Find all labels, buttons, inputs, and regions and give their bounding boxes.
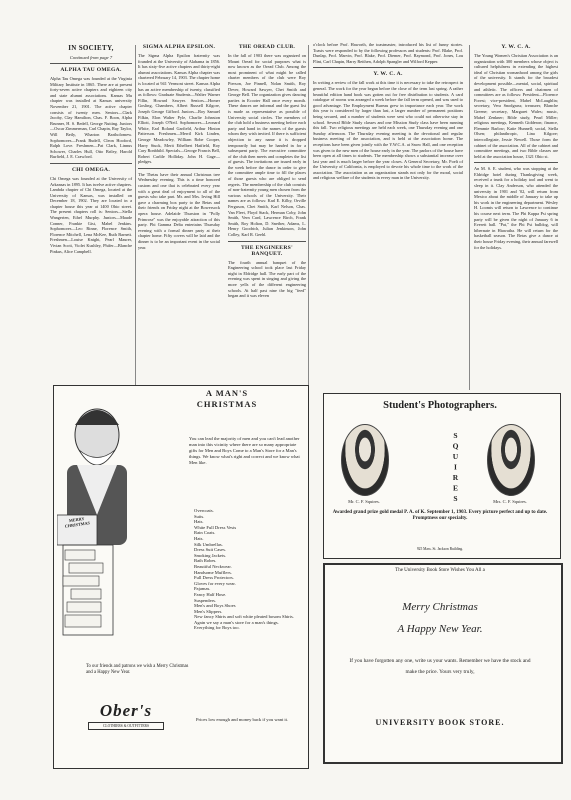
santa-sign: MERRY CHRISTMAS: [64, 515, 91, 529]
portrait-mr-squires: [341, 424, 389, 496]
continued-note: Continued from page 7: [69, 55, 113, 60]
gift-list: [194, 508, 304, 631]
gift-item: Beautiful Neckwear.: [194, 563, 232, 569]
gift-item: Suits.: [194, 513, 205, 519]
section-body: An M. S. E. student, who was stopping at the Eldridge hotel during Thanksgiving week, received a trunk for a holiday tool and went to sleep in it. Clay Anderson, who attended the university in 1901 and '02, will return from Mexico about the middle of January to take up his work in the engineering department. Wesley H. Loomis will return to Lawrence to continue his course next term. The Phi Kappa Psi spring party will be given the night of January 6 in Everett hall. "Pat," the Phi Psi bulldog, will hibernate in Hiawatha. He will return for the basketball season. The Betas give a dance at their house Friday evening, their annual farewell for the holidays.: [474, 166, 558, 250]
sae-column: [138, 42, 220, 253]
gift-item: Hats.: [194, 519, 204, 525]
section-body: The Sigma Alpha Epsilon fraternity was founded at the University of Alabama in 1856. It has sixty-five active chapters and thirty-eight alumni associations. Kansas Alpha chapter was chartered February 14, 1903. The chapter home is located at 941 Vermont street. Kansas Alpha has an active membership of twenty, classified as follows: Graduate Students—Walter Warner Fillin, Howard Sawyer. Seniors—Homer Gosling, Chambers, Albert Russell Kilgore, Joseph George Gifford. Juniors—Roy Samuel Filkin, Elon Walter Pyle, Charlie Johnston Elliott, Joseph O'Neil. Sophomores—Leonard White, Earl Roland Garfield, Arthur Hinton Patterson. Freshmen—Merril Kirk Linden, George Meadowley, William Robe Cooper, Harry Stuck, Merit Ethelbert Hatfield, Roy Cary Ronbhild. Specials—George Francis Bell, Robert Carlile Holliday. John H. Gage—pledges.: [138, 53, 220, 165]
society-heading: IN SOCIETY,: [68, 44, 114, 52]
section-body: Chi Omega was founded at the University of Arkansas in 1895. It has twelve active chapters. Lambda chapter of Chi Omega, located at the University of Kansas, was installed on December 18, 1902. They are located in a chapter house this year at 1400 Ohio street. The present chapters roll is: Seniors—Stella Wangerien, Ethel Murphy. Juniors—Maude Conner, Frankie Gist, Mabel Jenkins. Sophomores—Leo Rinne, Florence Smith, Florence Mitchell, Lena McKee, Ruth Barnett. Freshmen—Louise Knight, Pearl Maurer, Vivian Scott, Violet Kushley, Phifer—Blanche Pinkus, Alice Campbell.: [50, 175, 132, 254]
section-body: The Thetas have their annual Christmas tree Wednesday evening. This is a time honored custom and one that is celebrated every year with a great deal of enjoyment to all of the guests who take part. Mr. and Mrs. Irving Hill gave a charming box party to the Betas and their friends on Friday night at the Bowersock opera house. Adelaide Thurston in "Polly Primrose" was the enjoyable attraction of this party. Phi Gamma Delta entertains Thursday evening with a formal dinner party at their chapter home. Fifty covers will be laid and the dinner is to be an important event in the social year.: [138, 171, 220, 250]
bookstore-name: UNIVERSITY BOOK STORE.: [375, 718, 505, 727]
mens-christmas-intro: You can lead the majority of men and you can't lead another man into this vicinity where there are so many appropriate gifts for Men and Boys Come to a Man's Store for a Man's things. We know what's right and correct and we know what Men like.: [189, 436, 300, 465]
gift-item: Suspenders.: [194, 597, 217, 603]
divider: [50, 163, 132, 164]
society-column: [50, 42, 132, 257]
obers-logo: [88, 700, 164, 736]
section-heading: CHI OMEGA.: [71, 166, 111, 173]
gift-item: Smoking Jackets.: [194, 552, 227, 558]
portrait-mrs-squires: [487, 424, 535, 496]
gift-item: Fancy Half Hose.: [194, 591, 227, 597]
bookstore-body: If you have forgotten any one, write us your wants. Remember we have the stock and make the price. Yours very truly,: [349, 658, 531, 675]
column-divider: [469, 45, 470, 390]
divider: [50, 63, 132, 64]
section-body: In the fall of 1903 there was organized on Mount Oread for social purposes what is now known as the Oread Club. Among the most prominent of what might be called charter members of the club were Roy Pierson, Joe Pinnell, Nolan Smith, Roy Dever, Howard Sawyer, Chet Smith and George Bell. The organization gives dancing parties in Ecooter Hall once every month. These dances are informal and the guest list is made as representative as possible of University social circles. The members of the club hold a business meeting before each party and hand in the names of the guests whom they wish invited. If there is sufficient objection to any name it is dropped temporarily but may be handed in for a subsequent party. The executive committee of the club then meets and completes the list of guests. The invitations are issued early in the week before the dance in order to give the committee ample time to fill the places of those guests who are obliged to send regrets. The membership of the club consists of non-fraternity young men chosen from the various schools of the University. Their names are as follows: Karl E. Kilby, Orville Ferguson, Chet Smith, Karl Nelson, Chas. Van Fleet, Floyd Stack, Herman Coby, John Smith, Vern Card, Lawrence Birch, Frank Smith, Roy Holton, D. Sneiber, Adams, L. Henry Goodrich, Julian Jenkinson, John Colley, Karl R. Geehl.: [228, 53, 306, 237]
squires-brand: SQUIRES: [451, 430, 460, 505]
bookstore-intro: The University Book Store Wishes You All a: [395, 568, 485, 573]
gift-item: Dress Suit Cases.: [194, 547, 227, 553]
gift-item: Silk Umbrellas.: [194, 541, 223, 547]
happy-new-year: A Happy New Year.: [397, 623, 483, 635]
section-heading: ALPHA TAU OMEGA.: [60, 67, 122, 73]
obers-tagline: CLOTHIERS & OUTFITTERS: [88, 722, 164, 730]
obers-logo-text: Ober's: [99, 701, 153, 720]
section-heading: Y. W. C. A.: [501, 44, 531, 50]
section-heading: SIGMA ALPHA EPSILON.: [142, 44, 216, 50]
gift-item: White Full Dress Vests: [194, 524, 237, 530]
gift-item: Men's and Boys Shoes: [194, 603, 236, 609]
gift-item: Overcoats.: [194, 508, 214, 513]
gift-item: Handsome Mufflers.: [194, 569, 232, 575]
oread-column: [228, 42, 306, 302]
section-body: In writing a review of the fall work at this time it is necessary to take the retrospect in general. The work for the year began before the close of the term last spring. A rather beautiful edition hand book was gotten out for free distribution to students. A card catalogue of rooms was arranged a week before the fall term opened, and was used to good advantage. The Employment Bureau grew in importance each year. The work this year is considered by larger than last, a larger number of permanent positions being secured, and a number of students were sent who could not otherwise stay in school. Several Bible Study classes and one Mission Study class have been running this fall. Two religious meetings are held each week, one Thursday evening and one Sunday afternoon. The Thursday evening meeting is the devotional and regular business meeting of the association, and is held at the association home. The receptions have been given jointly with the Y.W.C.A. at Snow Hall, and one reception was given to the new men of the house early in the year. The parlors of the house have been open at all times to students. The membership shows a substantial increase over last year and is much larger before the year closes. A General Secretary, Mr. Poelt of the University of California, is employed to devote his whole time to the work of the association. The association as an organization stands not only for the moral, social and religious welfare of the students in every man in the University.: [313, 80, 463, 181]
section-heading: THE OREAD CLUB.: [238, 44, 296, 50]
gift-item: Everything for Boys too.: [194, 625, 240, 631]
section-body: The Young Women's Christian Association is an organization with 300 members whose object is cultured helpfulness in extending the highest ideal of Christian womanhood among the girls of the university. It stands for the broadest development possible—mental, social, spiritual and athletic. The officers and chairmen of committees are as follows: President—Florence Forest; vice-president, Mabel McLaughlin; secretary, Vera Snodgrass; treasurer, Blanche Greene; secretary, Margaret Wales; music, Mabel Zenkner; Bible study, Pearl Miller; religious meetings, Kenneth Gidderon; finance, Flemmie Barlow; Katie Hunnell; social, Stella Olsen; philanthropic, Lina Kilgore; intercollegiate, Jessie Newell. Those form the cabinet of the association. All of the cabinet and committee meetings, and two Bible classes are held at the association house, 1321 Ohio st.: [474, 53, 558, 159]
gift-item: Full Dress Protectors.: [194, 575, 234, 581]
ymca-column: [313, 42, 463, 184]
column-divider: [135, 45, 136, 390]
bookstore-greeting: [325, 596, 555, 640]
column-divider: [308, 45, 309, 390]
caption-mrs: Mrs. C. F. Squires.: [493, 499, 527, 504]
photographers-award: Awarded grand prize gold medal P. A. of K. September 1, 1903. Every picture perfect and up to date. Promptness our specialty.: [332, 510, 548, 522]
divider: [313, 67, 463, 68]
divider: [138, 168, 220, 169]
section-body: Alpha Tau Omega was founded at the Virginia Military Institute in 1865. There are at present forty-seven active chapters and eighteen city and state alumni associations. Kansas Mu chapter was installed at Kansas university November 21, 1901. The active chapter consists of twenty men. Seniors—Clark Jacoby, Clay Hamilton, Chas. F. Boon, Alpha Brunner, H. S. Bedell, George Nutting. Juniors—Oscar Zimmerman, Carl Chapin, Ray Taylor, Will Beily, Wharton Bartholomew. Sophomores—Frank Budell, Cleon Hooford, Ralph Love. Freshmen—Pat Clark, Linnus Schower, Charles Hull, Otto Briley, Harold Burfield, J. E. Crawford.: [50, 76, 132, 160]
caption-mr: Mr. C. F. Squires.: [348, 499, 380, 504]
photographers-address: 925 Mass. St. Jackson Building.: [416, 547, 464, 551]
gift-item: Pajamas.: [194, 586, 211, 592]
gift-item: Rain Coats.: [194, 530, 216, 536]
gift-item: Bath Robes.: [194, 558, 217, 564]
gift-item: Again we say a man's store for a man's things.: [194, 619, 279, 625]
gift-item: New fancy Shirts and soft white pleated bosom Shirts.: [194, 614, 294, 620]
section-heading: THE ENGINEERS' BANQUET.: [241, 244, 293, 257]
season-greeting: To our friends and patrons we wish a Merry Christmas and a Happy New Year.: [86, 664, 189, 675]
divider: [228, 241, 306, 242]
gift-item: Men's Slippers.: [194, 608, 223, 614]
mens-christmas-title: A MAN'S CHRISTMAS: [196, 388, 258, 409]
section-body: o'clock before Prof. Haworth, the toastmaster, introduced his list of funny stories. Toasts were responded to by the following professors and students: Prof. Blake, Prof. Dunlap, Prof. Marvin, Prof. Blake, Prof. Diemer, Prof. Raymond, Prof. Jones, Lou Flint, Carl Chapin, Harry Reithen, Adolph Spangler and Wilford Kepper.: [313, 42, 463, 64]
section-body: The fourth annual banquet of the Engineering school took place last Friday night in Eldridge hall. The early part of the evening was spent in singing and giving the more yells of the different engineering schools. At half past nine the big "feed" began and it was eleven: [228, 259, 306, 299]
photographers-title: Student's Photographers.: [383, 400, 497, 411]
gift-item: Hats.: [194, 535, 204, 541]
merry-christmas: Merry Christmas: [402, 601, 478, 613]
divider: [474, 162, 558, 163]
gift-item: Gloves for every wear.: [194, 580, 236, 586]
ywca-column: [474, 42, 558, 253]
section-heading: Y. W. C. A.: [373, 71, 403, 78]
mens-christmas-footer: Prices low enough and money back if you want it.: [196, 717, 289, 722]
